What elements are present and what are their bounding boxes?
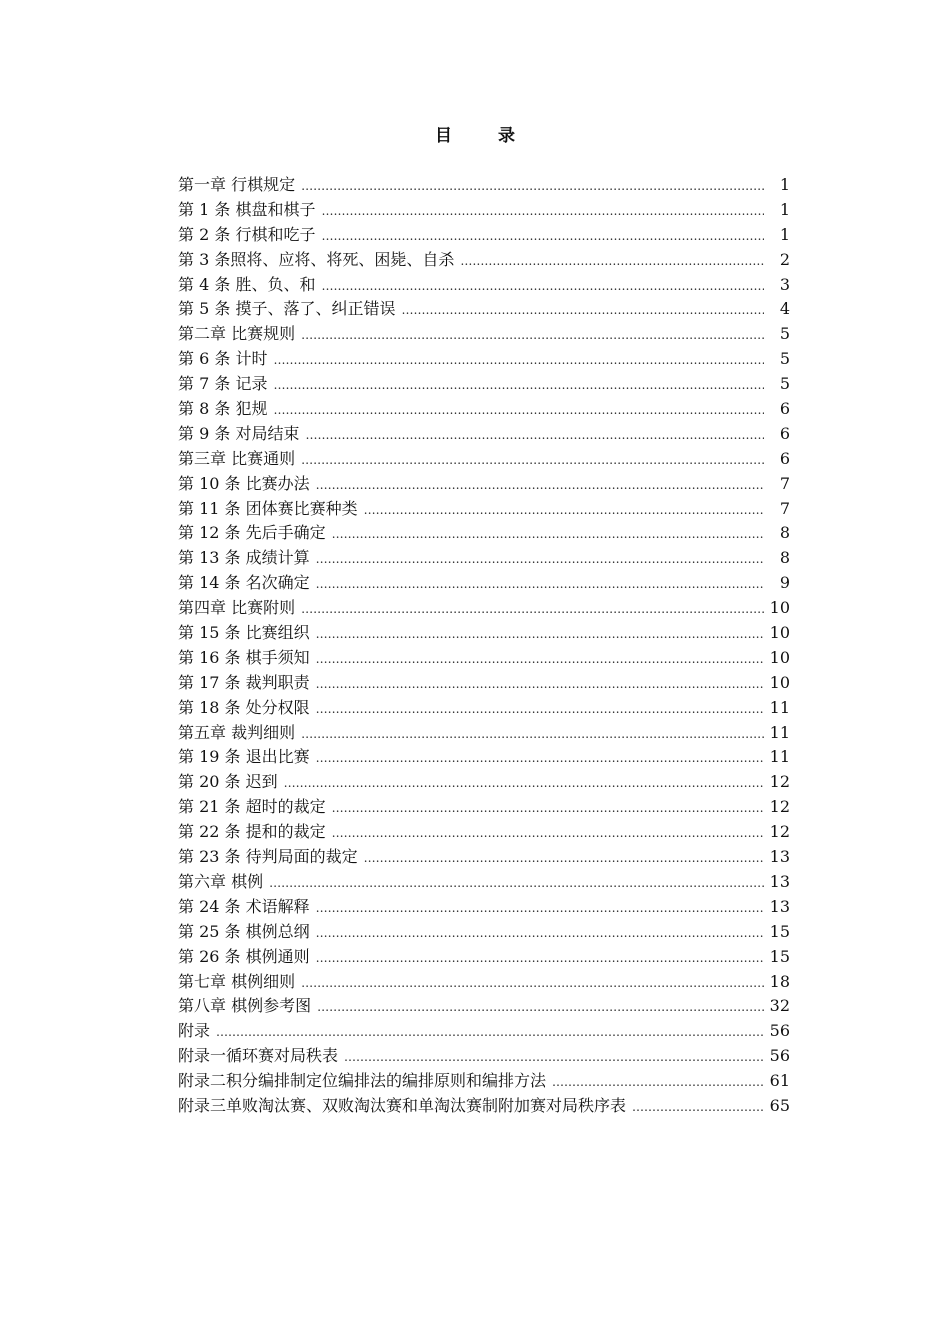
dot-leader <box>301 597 764 622</box>
dot-leader <box>332 821 764 846</box>
dot-leader <box>301 323 764 348</box>
toc-entry-label: 第 11 条 团体赛比赛种类 <box>178 498 358 518</box>
toc-entry-page: 32 <box>769 996 790 1016</box>
toc-entry[interactable] <box>178 521 790 546</box>
toc-entry-page: 18 <box>769 971 790 991</box>
dot-leader <box>332 796 764 821</box>
toc-entry-label: 第四章 比赛附则 <box>178 598 296 618</box>
toc-entry-label: 第 21 条 超时的裁定 <box>178 797 326 817</box>
toc-entry-page: 12 <box>769 797 790 817</box>
toc-entry-label: 附录 <box>178 1021 211 1041</box>
toc-entry-page: 10 <box>769 623 790 643</box>
dot-leader <box>316 672 764 697</box>
dot-leader <box>364 498 764 523</box>
toc-entry-label: 第 7 条 记录 <box>178 374 268 394</box>
toc-entry[interactable] <box>178 795 790 820</box>
dot-leader <box>216 1020 764 1045</box>
toc-entry-label: 第 10 条 比赛办法 <box>178 473 310 493</box>
toc-entry-page: 2 <box>779 249 790 269</box>
toc-entry-page: 9 <box>779 573 790 593</box>
toc-entry[interactable] <box>178 945 790 970</box>
toc-entry[interactable] <box>178 248 790 273</box>
toc-entry[interactable] <box>178 422 790 447</box>
toc-entry-label: 附录三单败淘汰赛、双败淘汰赛和单淘汰赛制附加赛对局秩序表 <box>178 1095 627 1115</box>
toc-entry[interactable] <box>178 671 790 696</box>
dot-leader <box>321 199 764 224</box>
toc-entry-label: 第 3 条照将、应将、将死、困毙、自杀 <box>178 249 455 269</box>
toc-entry[interactable] <box>178 1094 790 1119</box>
toc-entry[interactable] <box>178 596 790 621</box>
dot-leader <box>401 298 764 323</box>
toc-entry-page: 8 <box>779 523 790 543</box>
toc-entry[interactable] <box>178 472 790 497</box>
toc-entry[interactable] <box>178 745 790 770</box>
toc-entry-label: 第 4 条 胜、负、和 <box>178 274 316 294</box>
toc-entry-label: 第 16 条 棋手须知 <box>178 647 310 667</box>
toc-entry[interactable] <box>178 297 790 322</box>
toc-entry[interactable] <box>178 546 790 571</box>
toc-entry-label: 第八章 棋例参考图 <box>178 996 312 1016</box>
toc-entry[interactable] <box>178 920 790 945</box>
dot-leader <box>305 423 764 448</box>
toc-entry[interactable] <box>178 447 790 472</box>
dot-leader <box>321 224 764 249</box>
toc-entry-label: 第 1 条 棋盘和棋子 <box>178 199 316 219</box>
dot-leader <box>632 1095 764 1120</box>
dot-leader <box>301 722 764 747</box>
toc-entry-page: 10 <box>769 672 790 692</box>
dot-leader <box>284 771 764 796</box>
toc-title: 目 录 <box>435 126 535 146</box>
toc-entry-page: 12 <box>769 772 790 792</box>
toc-entry[interactable] <box>178 870 790 895</box>
dot-leader <box>273 373 764 398</box>
dot-leader <box>316 697 764 722</box>
dot-leader <box>269 871 764 896</box>
toc-entry[interactable] <box>178 820 790 845</box>
toc-entry-page: 10 <box>769 647 790 667</box>
table-of-contents <box>178 173 790 1119</box>
toc-entry-label: 第 8 条 犯规 <box>178 399 268 419</box>
toc-entry-page: 5 <box>779 324 790 344</box>
toc-entry-page: 6 <box>779 448 790 468</box>
dot-leader <box>332 522 764 547</box>
toc-entry[interactable] <box>178 322 790 347</box>
toc-entry-label: 附录一循环赛对局秩表 <box>178 1046 339 1066</box>
toc-entry-page: 56 <box>769 1021 790 1041</box>
toc-entry-label: 第 9 条 对局结束 <box>178 423 300 443</box>
toc-entry-label: 第 12 条 先后手确定 <box>178 523 326 543</box>
toc-entry[interactable] <box>178 347 790 372</box>
toc-entry-label: 第 13 条 成绩计算 <box>178 548 310 568</box>
toc-entry-label: 第三章 比赛通则 <box>178 448 296 468</box>
toc-entry-label: 第 23 条 待判局面的裁定 <box>178 847 358 867</box>
toc-entry-page: 15 <box>769 946 790 966</box>
toc-entry-page: 11 <box>769 697 790 717</box>
toc-entry-label: 附录二积分编排制定位编排法的编排原则和编排方法 <box>178 1071 547 1091</box>
toc-entry-page: 6 <box>779 423 790 443</box>
toc-entry-page: 56 <box>769 1046 790 1066</box>
toc-entry[interactable] <box>178 895 790 920</box>
toc-entry[interactable] <box>178 198 790 223</box>
toc-entry-page: 4 <box>779 299 790 319</box>
toc-entry-page: 15 <box>769 921 790 941</box>
toc-entry[interactable] <box>178 1044 790 1069</box>
toc-entry[interactable] <box>178 497 790 522</box>
dot-leader <box>273 398 764 423</box>
toc-entry-page: 13 <box>769 896 790 916</box>
dot-leader <box>552 1070 764 1095</box>
toc-entry-label: 第 2 条 行棋和吃子 <box>178 224 316 244</box>
toc-entry[interactable] <box>178 696 790 721</box>
toc-entry-page: 7 <box>779 498 790 518</box>
toc-entry-label: 第一章 行棋规定 <box>178 175 296 194</box>
toc-entry-page: 13 <box>769 871 790 891</box>
toc-entry[interactable] <box>178 1019 790 1044</box>
toc-entry-page: 1 <box>779 175 790 194</box>
dot-leader <box>316 547 764 572</box>
toc-entry-label: 第 5 条 摸子、落了、纠正错误 <box>178 299 396 319</box>
dot-leader <box>317 995 764 1020</box>
toc-entry[interactable] <box>178 372 790 397</box>
toc-entry-label: 第 6 条 计时 <box>178 349 268 369</box>
toc-entry-page: 1 <box>779 199 790 219</box>
dot-leader <box>364 846 764 871</box>
toc-entry[interactable] <box>178 621 790 646</box>
toc-entry-page: 10 <box>769 598 790 618</box>
toc-entry-label: 第 17 条 裁判职责 <box>178 672 310 692</box>
toc-entry[interactable] <box>178 721 790 746</box>
dot-leader <box>460 249 764 274</box>
toc-entry-label: 第 22 条 提和的裁定 <box>178 822 326 842</box>
dot-leader <box>301 971 764 996</box>
toc-entry[interactable] <box>178 173 790 198</box>
toc-entry-label: 第 25 条 棋例总纲 <box>178 921 310 941</box>
toc-entry-label: 第 14 条 名次确定 <box>178 573 310 593</box>
toc-entry-page: 7 <box>779 473 790 493</box>
toc-entry-page: 61 <box>769 1071 790 1091</box>
dot-leader <box>316 896 764 921</box>
toc-entry-label: 第二章 比赛规则 <box>178 324 296 344</box>
dot-leader <box>316 622 764 647</box>
toc-entry-page: 5 <box>779 349 790 369</box>
toc-entry-label: 第 24 条 术语解释 <box>178 896 310 916</box>
toc-entry-label: 第 15 条 比赛组织 <box>178 623 310 643</box>
toc-entry-label: 第五章 裁判细则 <box>178 722 296 742</box>
toc-entry-page: 3 <box>779 274 790 294</box>
dot-leader <box>316 473 764 498</box>
toc-entry-label: 第 18 条 处分权限 <box>178 697 310 717</box>
toc-entry[interactable] <box>178 397 790 422</box>
toc-entry[interactable] <box>178 273 790 298</box>
toc-entry[interactable] <box>178 571 790 596</box>
dot-leader <box>344 1045 764 1070</box>
toc-entry-page: 13 <box>769 847 790 867</box>
toc-entry-label: 第 20 条 迟到 <box>178 772 278 792</box>
dot-leader <box>316 572 764 597</box>
toc-entry[interactable] <box>178 770 790 795</box>
dot-leader <box>316 647 764 672</box>
dot-leader <box>316 946 764 971</box>
dot-leader <box>301 174 764 199</box>
toc-entry[interactable] <box>178 994 790 1019</box>
toc-entry-label: 第 26 条 棋例通则 <box>178 946 310 966</box>
toc-entry[interactable] <box>178 970 790 995</box>
dot-leader <box>321 274 764 299</box>
toc-entry[interactable] <box>178 223 790 248</box>
toc-entry-page: 1 <box>779 224 790 244</box>
dot-leader <box>316 921 764 946</box>
dot-leader <box>316 746 764 771</box>
dot-leader <box>301 448 764 473</box>
toc-entry-label: 第六章 棋例 <box>178 871 264 891</box>
toc-entry-page: 8 <box>779 548 790 568</box>
toc-entry[interactable] <box>178 1069 790 1094</box>
toc-entry-page: 6 <box>779 399 790 419</box>
dot-leader <box>273 348 764 373</box>
toc-entry-page: 11 <box>769 722 790 742</box>
toc-entry-page: 11 <box>769 747 790 767</box>
toc-entry[interactable] <box>178 845 790 870</box>
toc-entry-page: 12 <box>769 822 790 842</box>
toc-entry-page: 65 <box>769 1095 790 1115</box>
toc-entry[interactable] <box>178 646 790 671</box>
toc-entry-label: 第七章 棋例细则 <box>178 971 296 991</box>
toc-entry-label: 第 19 条 退出比赛 <box>178 747 310 767</box>
toc-entry-page: 5 <box>779 374 790 394</box>
